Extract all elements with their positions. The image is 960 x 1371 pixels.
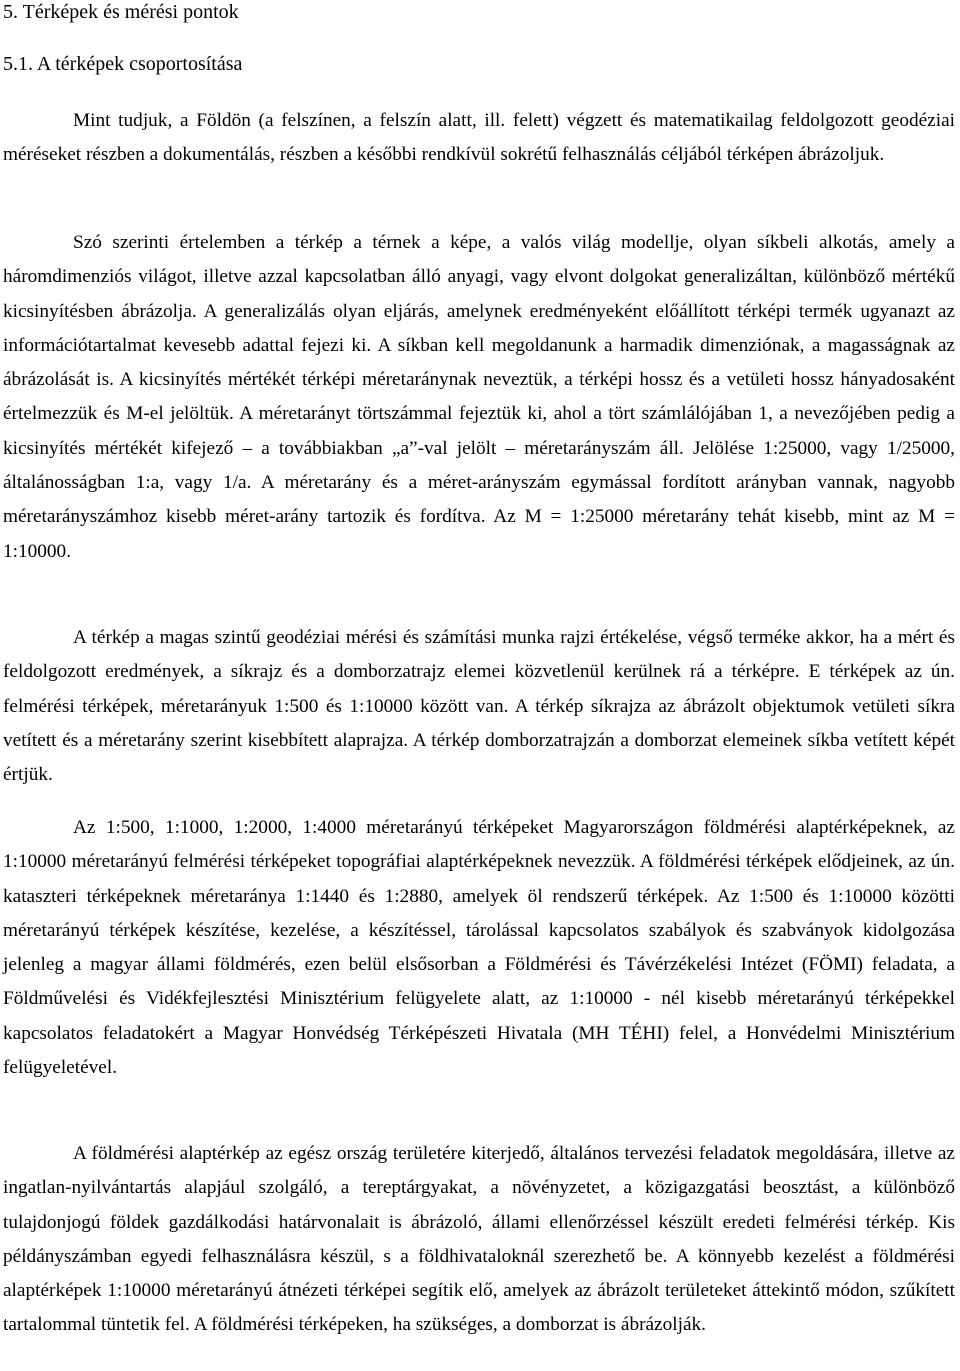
paragraph-text: Az 1:500, 1:1000, 1:2000, 1:4000 méretarányú térképeket Magyarországon földmérési alaptérképeknek, az 1:10000 méretarányú felmérési térképeket topográfiai alaptérképeknek nevezzük. A földmérési térképek elődjeinek, az ún. kataszteri térképeknek méretaránya 1:1440 és 1:2880, amelyek öl rendszerű térképek. Az 1:500 és 1:10000 közötti méretarányú térképek készítése, kezelése, a készítéssel, tárolással kapcsolatos szabályok és szabványok kidolgozása jelenleg a magyar állami földmérés, ezen belül elsősorban a Földmérési és Távérzékelési Intézet (FÖMI) feladata, a Földművelési és Vidékfejlesztési Minisztérium felügyelete alatt, az 1:10000 - nél kisebb méretarányú térképekkel kapcsolatos feladatokért a Magyar Honvédség Térképészeti Hivatala (MH TÉHI) felel, a Honvédelmi Minisztérium felügyeletével.: [3, 817, 955, 1079]
paragraph-text: Mint tudjuk, a Földön (a felszínen, a felszín alatt, ill. felett) végzett és matematikailag feldolgozott geodéziai méréseket részben a dokumentálás, részben a későbbi rendkívül sokrétű felhasználás céljából térképen ábrázoljuk.: [3, 110, 955, 166]
section-heading: 5. Térképek és mérési pontok: [3, 1, 239, 23]
paragraph-2: [3, 226, 955, 569]
paragraph-text: Szó szerinti értelemben a térkép a térnek a képe, a valós világ modellje, olyan síkbeli alkotás, amely a háromdimenziós világot, illetve azzal kapcsolatban álló anyagi, vagy elvont dolgokat generalizáltan, különböző mértékű kicsinyítésben ábrázolja. A generalizálás olyan eljárás, amelynek eredményeként előállított térképi termék ugyanazt az információtartalmat kevesebb adattal fejezi ki. A síkban kell megoldanunk a harmadik dimenziónak, a magasságnak az ábrázolását is. A kicsinyítés mértékét térképi méretaránynak neveztük, a térképi hossz és a vetületi hossz hányadosaként értelmezzük és M-el jelöltük. A méretarányt törtszámmal fejeztük ki, ahol a tört számlálójában 1, a nevezőjében pedig a kicsinyítés mértékét kifejező – a továbbiakban „a”-val jelölt – méretarányszám áll. Jelölése 1:25000, vagy 1/25000, általánosságban 1:a, vagy 1/a. A méretarány és a méret-arányszám egymással fordított arányban vannak, nagyobb méretarányszámhoz kisebb méret-arány tartozik és fordítva. Az M = 1:25000 méretarány tehát kisebb, mint az M = 1:10000.: [3, 232, 955, 562]
paragraph-text: A térkép a magas szintű geodéziai mérési és számítási munka rajzi értékelése, végső terméke akkor, ha a mért és feldolgozott eredmények, a síkrajz és a domborzatrajz elemei közvetlenül kerülnek rá a térképre. E térképek az ún. felmérési térképek, méretarányuk 1:500 és 1:10000 között van. A térkép síkrajza az ábrázolt objektumok vetületi síkra vetített és a méretarány szerint kisebbített alaprajza. A térkép domborzatrajzán a domborzat elemeinek síkba vetített képét értjük.: [3, 627, 955, 786]
paragraph-4: [3, 811, 955, 1085]
paragraph-text: A földmérési alaptérkép az egész ország területére kiterjedő, általános tervezési feladatok megoldására, illetve az ingatlan-nyilvántartás alapjául szolgáló, a tereptárgyakat, a növényzetet, a közigazgatási beosztást, a különböző tulajdonjogú földek gazdálkodási határvonalait is ábrázoló, állami ellenőrzéssel készült eredeti felmérési térkép. Kis példányszámban egyedi felhasználásra készül, s a földhivataloknál szerezhető be. A könnyebb kezelést a földmérési alaptérképek 1:10000 méretarányú átnézeti térképei segítik elő, amelyek az ábrázolt területeket áttekintő módon, szűkített tartalommal tüntetik fel. A földmérési térképeken, ha szükséges, a domborzat is ábrázolják.: [3, 1143, 955, 1336]
subsection-heading: 5.1. A térképek csoportosítása: [3, 53, 243, 75]
paragraph-3: [3, 621, 955, 792]
paragraph-1: [3, 104, 955, 173]
paragraph-5: [3, 1137, 955, 1343]
